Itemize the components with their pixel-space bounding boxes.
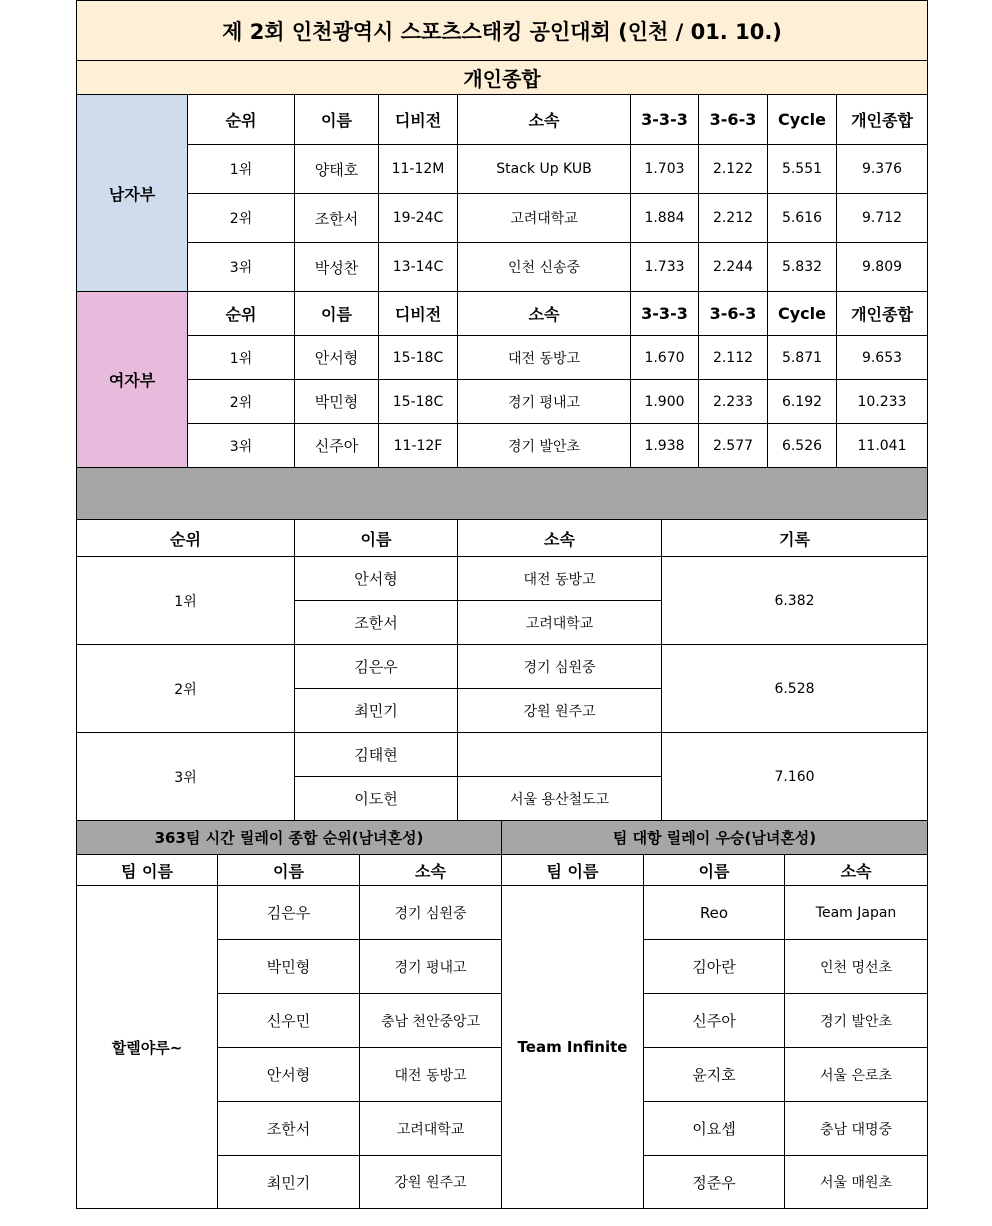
athlete-name: 안서형 xyxy=(295,557,458,601)
athlete-name: 박민형 xyxy=(295,380,379,424)
table-row xyxy=(77,645,928,689)
athlete-name: 윤지호 xyxy=(644,1048,785,1102)
header-name: 이름 xyxy=(644,855,785,886)
table-row xyxy=(77,380,928,424)
affiliation xyxy=(458,733,662,777)
header-team-name: 팀 이름 xyxy=(502,855,644,886)
header-affiliation: 소속 xyxy=(458,292,631,336)
page-title: 제 2회 인천광역시 스포츠스태킹 공인대회 (인천 / 01. 10.) xyxy=(77,1,928,61)
affiliation: 고려대학교 xyxy=(458,601,662,645)
time-363: 2.212 xyxy=(699,194,768,243)
time-363: 2.233 xyxy=(699,380,768,424)
affiliation: 대전 동방고 xyxy=(458,336,631,380)
female-division-label: 여자부 xyxy=(77,292,188,468)
pair-results-table xyxy=(76,467,928,821)
affiliation: 경기 발안초 xyxy=(458,424,631,468)
header-name: 이름 xyxy=(295,95,379,145)
header-333: 3-3-3 xyxy=(631,292,699,336)
section-title-individual: 개인종합 xyxy=(77,61,928,95)
time-total: 9.712 xyxy=(837,194,928,243)
record: 7.160 xyxy=(662,733,928,821)
rank: 3위 xyxy=(188,424,295,468)
header-total: 개인종합 xyxy=(837,292,928,336)
affiliation: 대전 동방고 xyxy=(360,1048,502,1102)
affiliation: 서울 용산철도고 xyxy=(458,777,662,821)
gray-divider-band xyxy=(77,468,928,520)
athlete-name: 안서형 xyxy=(295,336,379,380)
affiliation: 강원 원주고 xyxy=(360,1156,502,1209)
time-363: 2.577 xyxy=(699,424,768,468)
rank: 1위 xyxy=(188,336,295,380)
individual-results-table xyxy=(76,0,928,468)
affiliation: 서울 은로초 xyxy=(785,1048,928,1102)
affiliation: 충남 천안중앙고 xyxy=(360,994,502,1048)
athlete-name: 조한서 xyxy=(295,601,458,645)
table-row xyxy=(77,243,928,292)
rank: 3위 xyxy=(188,243,295,292)
section-title-team-relay: 팀 대항 릴레이 우승(남녀혼성) xyxy=(502,821,928,855)
athlete-name: 정준우 xyxy=(644,1156,785,1209)
affiliation: 고려대학교 xyxy=(458,194,631,243)
section-title-363-relay: 363팀 시간 릴레이 종합 순위(남녀혼성) xyxy=(77,821,502,855)
header-affiliation: 소속 xyxy=(458,520,662,557)
table-row xyxy=(77,145,928,194)
results-sheet xyxy=(76,0,927,1209)
header-rank: 순위 xyxy=(77,520,295,557)
athlete-name: 신주아 xyxy=(644,994,785,1048)
time-333: 1.703 xyxy=(631,145,699,194)
header-363: 3-6-3 xyxy=(699,292,768,336)
rank: 2위 xyxy=(77,645,295,733)
time-333: 1.670 xyxy=(631,336,699,380)
table-row xyxy=(77,557,928,601)
rank: 3위 xyxy=(77,733,295,821)
affiliation: 충남 대명중 xyxy=(785,1102,928,1156)
table-row xyxy=(77,194,928,243)
rank: 1위 xyxy=(77,557,295,645)
time-333: 1.900 xyxy=(631,380,699,424)
time-333: 1.884 xyxy=(631,194,699,243)
header-division: 디비전 xyxy=(379,292,458,336)
table-row xyxy=(77,336,928,380)
division: 15-18C xyxy=(379,336,458,380)
affiliation: 인천 신송중 xyxy=(458,243,631,292)
affiliation: 대전 동방고 xyxy=(458,557,662,601)
athlete-name: 이도헌 xyxy=(295,777,458,821)
table-row xyxy=(77,733,928,777)
affiliation: 경기 심원중 xyxy=(458,645,662,689)
affiliation: Stack Up KUB xyxy=(458,145,631,194)
time-total: 9.376 xyxy=(837,145,928,194)
header-affiliation: 소속 xyxy=(458,95,631,145)
header-total: 개인종합 xyxy=(837,95,928,145)
header-363: 3-6-3 xyxy=(699,95,768,145)
header-record: 기록 xyxy=(662,520,928,557)
header-rank: 순위 xyxy=(188,292,295,336)
affiliation: 강원 원주고 xyxy=(458,689,662,733)
table-row xyxy=(77,424,928,468)
time-333: 1.938 xyxy=(631,424,699,468)
header-name: 이름 xyxy=(295,520,458,557)
division: 13-14C xyxy=(379,243,458,292)
athlete-name: 안서형 xyxy=(218,1048,360,1102)
header-name: 이름 xyxy=(295,292,379,336)
time-cycle: 5.616 xyxy=(768,194,837,243)
rank: 1위 xyxy=(188,145,295,194)
header-cycle: Cycle xyxy=(768,95,837,145)
athlete-name: 김은우 xyxy=(295,645,458,689)
affiliation: 경기 평내고 xyxy=(360,940,502,994)
header-rank: 순위 xyxy=(188,95,295,145)
athlete-name: 김은우 xyxy=(218,886,360,940)
header-division: 디비전 xyxy=(379,95,458,145)
athlete-name: 이요셉 xyxy=(644,1102,785,1156)
affiliation: 서울 매원초 xyxy=(785,1156,928,1209)
athlete-name: 최민기 xyxy=(295,689,458,733)
relay-results-table xyxy=(76,820,928,1209)
time-363: 2.112 xyxy=(699,336,768,380)
affiliation: 경기 발안초 xyxy=(785,994,928,1048)
male-division-label: 남자부 xyxy=(77,95,188,292)
time-cycle: 6.192 xyxy=(768,380,837,424)
time-363: 2.122 xyxy=(699,145,768,194)
rank: 2위 xyxy=(188,380,295,424)
athlete-name: 신주아 xyxy=(295,424,379,468)
team-name-left: 할렐야루~ xyxy=(77,886,218,1209)
time-cycle: 5.551 xyxy=(768,145,837,194)
time-total: 11.041 xyxy=(837,424,928,468)
record: 6.382 xyxy=(662,557,928,645)
division: 11-12F xyxy=(379,424,458,468)
division: 19-24C xyxy=(379,194,458,243)
team-name-right: Team Infinite xyxy=(502,886,644,1209)
header-333: 3-3-3 xyxy=(631,95,699,145)
header-name: 이름 xyxy=(218,855,360,886)
rank: 2위 xyxy=(188,194,295,243)
affiliation: 경기 평내고 xyxy=(458,380,631,424)
time-cycle: 6.526 xyxy=(768,424,837,468)
time-total: 9.653 xyxy=(837,336,928,380)
division: 15-18C xyxy=(379,380,458,424)
header-affiliation: 소속 xyxy=(360,855,502,886)
athlete-name: 최민기 xyxy=(218,1156,360,1209)
athlete-name: 박성찬 xyxy=(295,243,379,292)
athlete-name: 조한서 xyxy=(218,1102,360,1156)
athlete-name: 양태호 xyxy=(295,145,379,194)
affiliation: 고려대학교 xyxy=(360,1102,502,1156)
affiliation: Team Japan xyxy=(785,886,928,940)
header-team-name: 팀 이름 xyxy=(77,855,218,886)
time-total: 9.809 xyxy=(837,243,928,292)
affiliation: 경기 심원중 xyxy=(360,886,502,940)
time-total: 10.233 xyxy=(837,380,928,424)
athlete-name: 박민형 xyxy=(218,940,360,994)
header-cycle: Cycle xyxy=(768,292,837,336)
time-cycle: 5.871 xyxy=(768,336,837,380)
athlete-name: 신우민 xyxy=(218,994,360,1048)
affiliation: 인천 명선초 xyxy=(785,940,928,994)
division: 11-12M xyxy=(379,145,458,194)
record: 6.528 xyxy=(662,645,928,733)
athlete-name: 김아란 xyxy=(644,940,785,994)
time-333: 1.733 xyxy=(631,243,699,292)
time-cycle: 5.832 xyxy=(768,243,837,292)
athlete-name: 조한서 xyxy=(295,194,379,243)
header-affiliation: 소속 xyxy=(785,855,928,886)
athlete-name: Reo xyxy=(644,886,785,940)
time-363: 2.244 xyxy=(699,243,768,292)
athlete-name: 김태현 xyxy=(295,733,458,777)
table-row xyxy=(77,886,928,940)
